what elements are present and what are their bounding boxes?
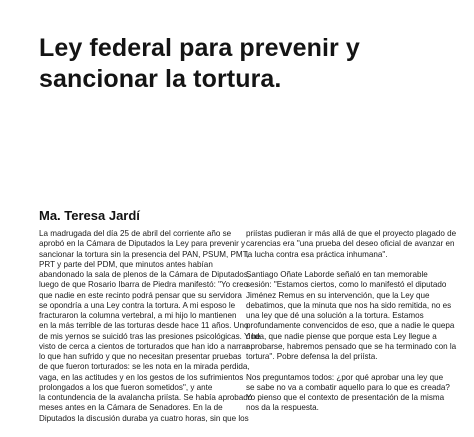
right-column xyxy=(246,229,457,414)
text-line: nos da la respuesta. xyxy=(246,403,319,413)
text-line: en la más terrible de las torturas desde hace 11 años. Uno xyxy=(39,321,249,331)
left-column xyxy=(39,229,261,424)
text-line: lo que han sufrido y que no necesitan presentar pruebas xyxy=(39,352,242,361)
article-author: Ma. Teresa Jardí xyxy=(39,208,140,223)
text-line: la lucha contra esa práctica inhumana". xyxy=(246,249,388,259)
text-line: se opondría a una Ley contra la tortura. A mi esposo le xyxy=(39,300,236,310)
text-line: vaga, en las actitudes y en los gestos de los sufrimientos xyxy=(39,372,244,382)
text-line: prolongados a los que fueron sometidos", y ante xyxy=(39,382,213,392)
text-line: duda, que nadie piense que porque esta Ley llegue a xyxy=(246,331,437,341)
paragraph-gap xyxy=(246,362,442,372)
text-line: carencias era "una prueba del deseo oficial de avanzar en xyxy=(246,239,455,249)
text-line: visto de cerca a cientos de torturados que han ido a narrar xyxy=(39,341,249,351)
article-title xyxy=(39,33,459,95)
text-line: sancionar la tortura sin la presencia del PAN, PSUM, PMT, xyxy=(39,249,249,259)
title-line: Ley federal para prevenir y xyxy=(39,34,360,62)
text-line: se sabe no va a combatir aquello para lo que es creada? xyxy=(246,382,450,392)
text-line: luego de que Rosario Ibarra de Piedra manifestó: "Yo creo xyxy=(39,280,249,290)
text-line: Yo pienso que el contexto de presentación de la misma xyxy=(246,393,445,402)
text-line: profundamente convencidos de eso, que a nadie le quepa xyxy=(246,321,455,331)
text-line: que nadie en este recinto podrá pensar que su servidora xyxy=(39,290,242,300)
text-line: una ley que dé una solución a la tortura. Estamos xyxy=(246,311,424,320)
text-line: de mis yernos se suicidó tras las presiones psicológicas. Y he xyxy=(39,331,261,341)
text-line: abandonado la sala de plenos de la Cámara de Diputados, xyxy=(39,270,251,279)
text-line: la contundencia de la avalancha priísta. Se había aprobado xyxy=(39,393,253,402)
text-line: Diputados la discusión duraba ya cuatro horas, sin que los xyxy=(39,413,249,423)
text-line: aprobó en la Cámara de Diputados la Ley para prevenir y xyxy=(39,239,246,249)
title-line: sancionar la tortura. xyxy=(39,65,282,93)
text-line: sesión: "Estamos ciertos, como lo manifestó el diputado xyxy=(246,280,447,290)
paragraph-gap xyxy=(246,260,442,270)
text-line: fracturaron la columna vertebral, a mi hijo lo mantienen xyxy=(39,311,237,320)
text-line: priístas pudieran ir más allá de que el proyecto plagado de xyxy=(246,229,457,238)
text-line: de que fueron torturados: se les nota en la mirada perdida, xyxy=(39,362,250,372)
text-line: Santiago Oñate Laborde señaló en tan memorable xyxy=(246,270,428,279)
text-line: Nos preguntamos todos: ¿por qué aprobar una ley que xyxy=(246,372,444,382)
text-line: meses antes en la Cámara de Senadores. En la de xyxy=(39,403,223,413)
text-line: tortura". Pobre defensa la del priísta. xyxy=(246,352,378,361)
text-line: Jiménez Remus en su intervención, que la Ley que xyxy=(246,290,430,300)
text-line: PRT y parte del PDM, que minutos antes habían xyxy=(39,259,213,269)
text-line: La madrugada del día 25 de abril del corriente año se xyxy=(39,229,232,238)
text-line: debatimos, que la minuta que nos ha sido remitida, no es xyxy=(246,300,452,310)
text-line: aprobarse, habremos pensado que se ha terminado con la xyxy=(246,341,457,351)
